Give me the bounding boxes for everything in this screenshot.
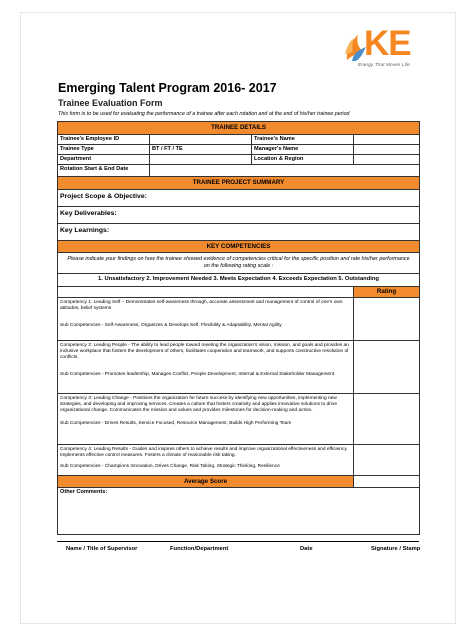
ke-logo xyxy=(344,24,444,76)
logo-text: KE xyxy=(364,24,411,63)
project-scope-field[interactable]: Project Scope & Objective: xyxy=(58,189,420,206)
key-learnings-field[interactable]: Key Learnings: xyxy=(58,223,420,240)
signature-line xyxy=(57,541,419,542)
employee-id-field[interactable] xyxy=(150,134,252,144)
page-title: Emerging Talent Program 2016- 2017 xyxy=(58,81,277,95)
rotation-dates-field[interactable] xyxy=(150,164,420,176)
rating-instructions: Please indicate your findings on how the trainee showed evidence of competencies critical for the specific position and rate his/her performance on the following rating scale : xyxy=(58,253,420,274)
trainee-name-field[interactable] xyxy=(354,134,420,144)
competency-3-description: Competency 3: Leading Change - Positions the organization for future success by identifying new opportunities, implementing new strategies, and developing and improving services. Creates a culture that fosters creativity and applies innovative solutions to drive organizational change. Communicates the mission and values and provides milestones for decision-making and action. xyxy=(60,395,338,413)
manager-name-field[interactable] xyxy=(354,144,420,154)
competency-row-2 xyxy=(58,340,354,393)
manager-name-label: Manager's Name xyxy=(252,144,354,154)
logo-tagline: Energy That Moves Life xyxy=(358,62,410,67)
department-field[interactable] xyxy=(150,154,252,164)
rating-scale: 1. Unsatisfactory 2. Improvement Needed 3. Meets Expectation 4. Exceeds Expectation 5. Outstanding xyxy=(58,273,420,286)
location-field[interactable] xyxy=(354,154,420,164)
form-subtitle: Trainee Evaluation Form xyxy=(58,98,163,108)
competency-4-description: Competency 4: Leading Results - Guides and inspires others to achieve results and improve organizational effectiveness and efficiency. Implements effective control measures. Fosters a climate of reasonable risk taking. xyxy=(60,446,348,458)
employee-id-label: Trainee's Employee ID xyxy=(58,134,150,144)
evaluation-table xyxy=(57,121,419,535)
key-deliverables-field[interactable]: Key Deliverables: xyxy=(58,206,420,223)
competency-3-rating[interactable] xyxy=(354,393,420,444)
competency-2-rating[interactable] xyxy=(354,340,420,393)
trainee-type-label: Trainee Type xyxy=(58,144,150,154)
competency-1-sub: Sub Competencies - Self-Awareness, Organizes & Develops Self, Flexibility & Adaptability, Mental Agility xyxy=(60,322,282,328)
competency-2-sub: Sub Competencies - Promotes leadership, Manages Conflict, People Development, Internal & External Stakeholder Management xyxy=(60,371,335,377)
location-label: Location & Region xyxy=(252,154,354,164)
competency-row-3 xyxy=(58,393,354,444)
competency-header-blank xyxy=(58,286,354,297)
competency-1-rating[interactable] xyxy=(354,297,420,340)
average-score-label: Average Score xyxy=(58,475,354,488)
competency-2-description: Competency 2: Leading People - The ability to lead people toward meeting the organization's vision, mission, and goals and provides an inclusive workplace that fosters the development of others, facilitates cooperation and teamwork, and supports constructive resolution of conflicts. xyxy=(60,342,349,360)
rating-column-header: Rating xyxy=(354,286,420,297)
function-department-label: Function/Department xyxy=(170,546,229,552)
competency-4-rating[interactable] xyxy=(354,444,420,475)
trainee-type-value[interactable]: BT / FT / TE xyxy=(150,144,252,154)
trainee-details-heading: TRAINEE DETAILS xyxy=(58,122,420,135)
supervisor-name-label: Name / Title of Supervisor xyxy=(66,546,138,552)
project-summary-heading: TRAINEE PROJECT SUMMARY xyxy=(58,176,420,189)
signature-stamp-label: Signature / Stamp xyxy=(371,546,421,552)
competency-row-1 xyxy=(58,297,354,340)
other-comments-field[interactable]: Other Comments: xyxy=(58,488,420,535)
competency-3-sub: Sub Competencies - Drives Results, Service Focused, Resource Management, Builds High Performing Team xyxy=(60,420,292,426)
key-competencies-heading: KEY COMPETENCIES xyxy=(58,240,420,253)
rotation-dates-label: Rotation Start & End Date xyxy=(58,164,150,176)
date-label: Date xyxy=(300,546,313,552)
department-label: Department xyxy=(58,154,150,164)
competency-1-description: Competency 1: Leading Self – Demonstrates self-awareness through, accurate assessment and management of control of one's own attitudes, belief systems xyxy=(60,299,343,311)
form-note: This form is to be used for evaluating the performance of a trainee after each rotation and at the end of his/her trainee period xyxy=(58,111,350,117)
trainee-name-label: Trainee's Name xyxy=(252,134,354,144)
competency-4-sub: Sub Competencies - Champions Innovation, Drives Change, Risk Taking, Strategic Thinking, Resilience xyxy=(60,463,280,469)
competency-row-4 xyxy=(58,444,354,475)
average-score-field[interactable] xyxy=(354,475,420,488)
